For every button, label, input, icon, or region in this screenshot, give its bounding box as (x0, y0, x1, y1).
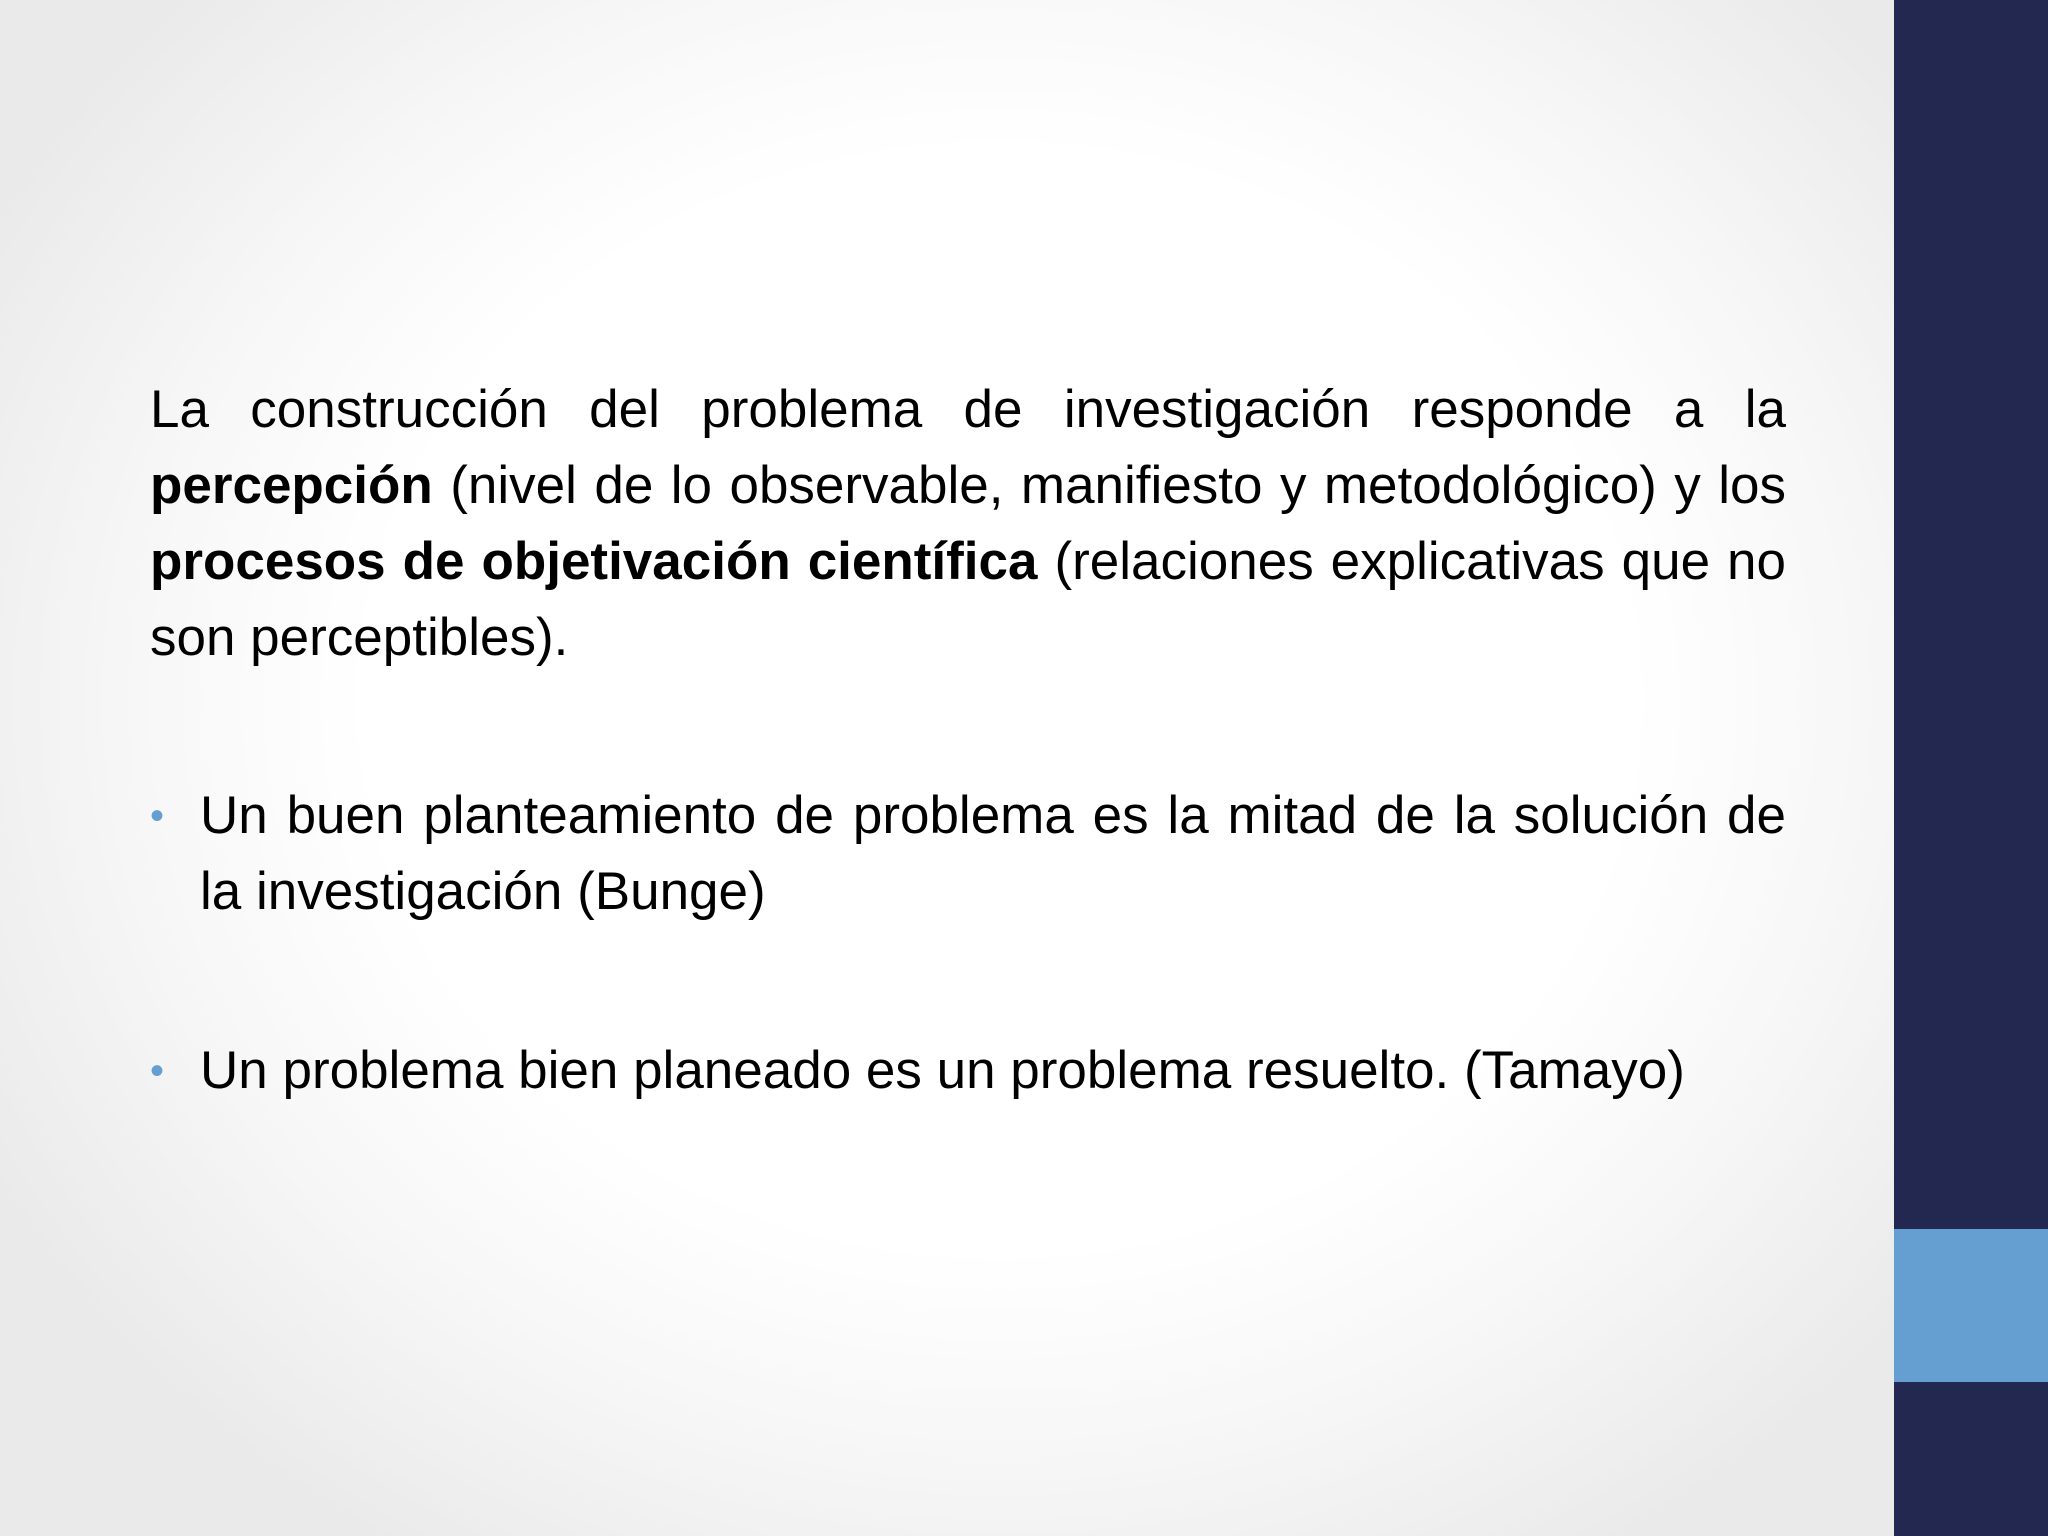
bullet-icon: • (150, 794, 165, 838)
bullet-text-tamayo: Un problema bien planeado es un problema resuelto. (Tamayo) (200, 1041, 1685, 1100)
paragraph-text-1: La construcción del problema de investigación responde a la (150, 380, 1786, 439)
paragraph-text-2: (nivel de lo observable, manifiesto y metodológico) y los (432, 456, 1786, 515)
bullet-item-bunge (150, 778, 1786, 930)
paragraph-bold-procesos: procesos de objetivación científica (150, 532, 1038, 591)
bullet-list (150, 778, 1786, 1109)
bullet-item-tamayo (150, 1033, 1786, 1109)
paragraph-text-3: (relaciones explicativas que no son perceptibles). (150, 532, 1786, 667)
slide-content (150, 372, 1786, 1109)
bullet-text-bunge: Un buen planteamiento de problema es la mitad de la solución de la investigación (Bunge) (200, 786, 1786, 921)
intro-paragraph (150, 372, 1786, 676)
bullet-icon: • (150, 1049, 165, 1093)
sidebar-accent-block (1894, 1229, 2048, 1382)
paragraph-bold-percepcion: percepción (150, 456, 433, 515)
